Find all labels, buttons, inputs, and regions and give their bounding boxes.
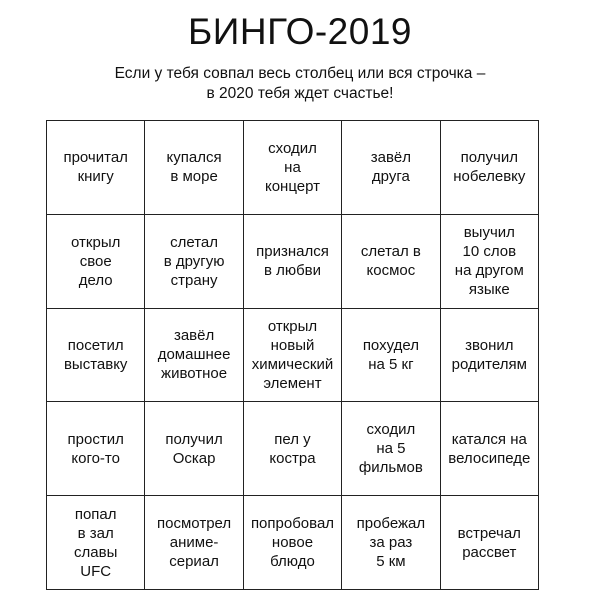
bingo-cell-r4-c3: пел у костра <box>244 402 342 496</box>
subtitle <box>40 64 560 104</box>
bingo-cell-r2-c2: слетал в другую страну <box>145 215 243 309</box>
bingo-cell-r3-c2: завёл домашнее животное <box>145 309 243 403</box>
bingo-cell-r5-c1: попал в зал славы UFC <box>47 496 145 590</box>
subtitle-line-2: в 2020 тебя ждет счастье! <box>206 85 394 102</box>
bingo-cell-r4-c5: катался на велосипеде <box>441 402 539 496</box>
bingo-cell-r5-c3: попробовал новое блюдо <box>244 496 342 590</box>
bingo-cell-r3-c3: открыл новый химический элемент <box>244 309 342 403</box>
bingo-cell-r1-c5: получил нобелевку <box>441 121 539 215</box>
bingo-grid <box>46 120 539 590</box>
bingo-cell-r2-c4: слетал в космос <box>342 215 440 309</box>
bingo-cell-r2-c5: выучил 10 слов на другом языке <box>441 215 539 309</box>
bingo-cell-r3-c5: звонил родителям <box>441 309 539 403</box>
bingo-cell-r2-c3: признался в любви <box>244 215 342 309</box>
bingo-cell-r2-c1: открыл свое дело <box>47 215 145 309</box>
bingo-cell-r4-c2: получил Оскар <box>145 402 243 496</box>
bingo-cell-r3-c4: похудел на 5 кг <box>342 309 440 403</box>
subtitle-line-1: Если у тебя совпал весь столбец или вся строчка – <box>114 65 486 82</box>
bingo-cell-r1-c1: прочитал книгу <box>47 121 145 215</box>
bingo-cell-r4-c1: простил кого-то <box>47 402 145 496</box>
bingo-cell-r1-c3: сходил на концерт <box>244 121 342 215</box>
bingo-cell-r5-c5: встречал рассвет <box>441 496 539 590</box>
bingo-cell-r4-c4: сходил на 5 фильмов <box>342 402 440 496</box>
bingo-cell-r5-c4: пробежал за раз 5 км <box>342 496 440 590</box>
page-title: БИНГО-2019 <box>188 11 412 52</box>
bingo-cell-r1-c2: купался в море <box>145 121 243 215</box>
bingo-cell-r3-c1: посетил выставку <box>47 309 145 403</box>
bingo-cell-r5-c2: посмотрел аниме- сериал <box>145 496 243 590</box>
bingo-cell-r1-c4: завёл друга <box>342 121 440 215</box>
